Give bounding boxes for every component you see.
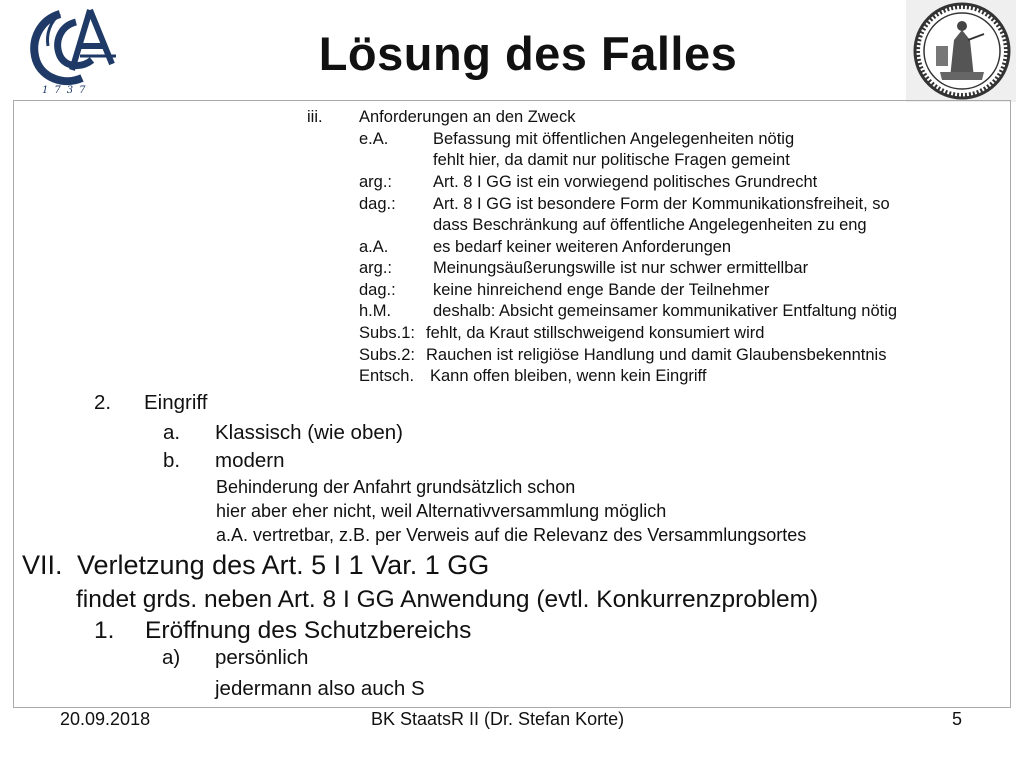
section-heading: Anforderungen an den Zweck [359, 108, 576, 126]
list-item: modern [215, 449, 285, 472]
footer-date: 20.09.2018 [60, 709, 151, 729]
row-label: arg.: [359, 259, 393, 277]
row-label: dag.: [359, 281, 396, 299]
row-text: deshalb: Absicht gemeinsamer kommunikativer Entfaltung nötig [433, 302, 898, 320]
row-text: Befassung mit öffentlichen Angelegenheiten nötig [433, 130, 795, 148]
detail-text: jedermann also auch S [215, 677, 425, 700]
list-marker: iii. [307, 108, 323, 126]
list-item: Klassisch (wie oben) [215, 421, 403, 444]
logo-year: 1737 [42, 85, 92, 96]
row-label: h.M. [359, 302, 392, 320]
row-label: e.A. [359, 130, 389, 148]
list-marker: a. [163, 421, 181, 444]
row-text: keine hinreichend enge Bande der Teilnehmer [433, 281, 770, 299]
list-marker: b. [163, 449, 181, 472]
row-text: Rauchen ist religiöse Handlung und damit Glaubensbekenntnis [426, 346, 887, 364]
footer-course: BK StaatsR II (Dr. Stefan Korte) [371, 709, 625, 729]
section-heading: Verletzung des Art. 5 I 1 Var. 1 GG [77, 550, 490, 580]
slide-content [13, 100, 1011, 708]
slide-title: Lösung des Falles [318, 27, 738, 80]
list-item: Eröffnung des Schutzbereichs [145, 617, 472, 644]
row-text: Kann offen bleiben, wenn kein Eingriff [430, 367, 707, 385]
row-label: Subs.1: [359, 324, 415, 342]
detail-text: Behinderung der Anfahrt grundsätzlich schon [216, 477, 576, 497]
row-text: fehlt hier, da damit nur politische Fragen gemeint [433, 151, 790, 169]
section-heading: Eingriff [144, 391, 208, 414]
section-subline: findet grds. neben Art. 8 I GG Anwendung (evtl. Konkurrenzproblem) [76, 586, 819, 613]
detail-text: a.A. vertretbar, z.B. per Verweis auf die Relevanz des Versammlungsortes [216, 525, 807, 545]
row-text: Art. 8 I GG ist besondere Form der Kommunikationsfreiheit, so [433, 195, 890, 213]
list-marker: 2. [94, 391, 112, 414]
list-marker: a) [162, 646, 181, 669]
footer-page-number: 5 [952, 709, 963, 729]
list-marker: 1. [94, 617, 115, 644]
row-text: es bedarf keiner weiteren Anforderungen [433, 238, 732, 256]
row-label: Subs.2: [359, 346, 415, 364]
row-text: fehlt, da Kraut stillschweigend konsumiert wird [426, 324, 765, 342]
row-label: dag.: [359, 195, 396, 213]
row-label: Entsch. [359, 367, 415, 385]
list-marker: VII. [22, 550, 63, 580]
row-text: dass Beschränkung auf öffentliche Angelegenheiten zu eng [433, 216, 867, 234]
detail-text: hier aber eher nicht, weil Alternativversammlung möglich [216, 501, 667, 521]
row-label: arg.: [359, 173, 393, 191]
university-seal-icon [906, 0, 1016, 102]
list-item: persönlich [215, 646, 309, 669]
row-text: Meinungsäußerungswille ist nur schwer ermittellbar [433, 259, 809, 277]
row-text: Art. 8 I GG ist ein vorwiegend politisches Grundrecht [433, 173, 818, 191]
row-label: a.A. [359, 238, 389, 256]
